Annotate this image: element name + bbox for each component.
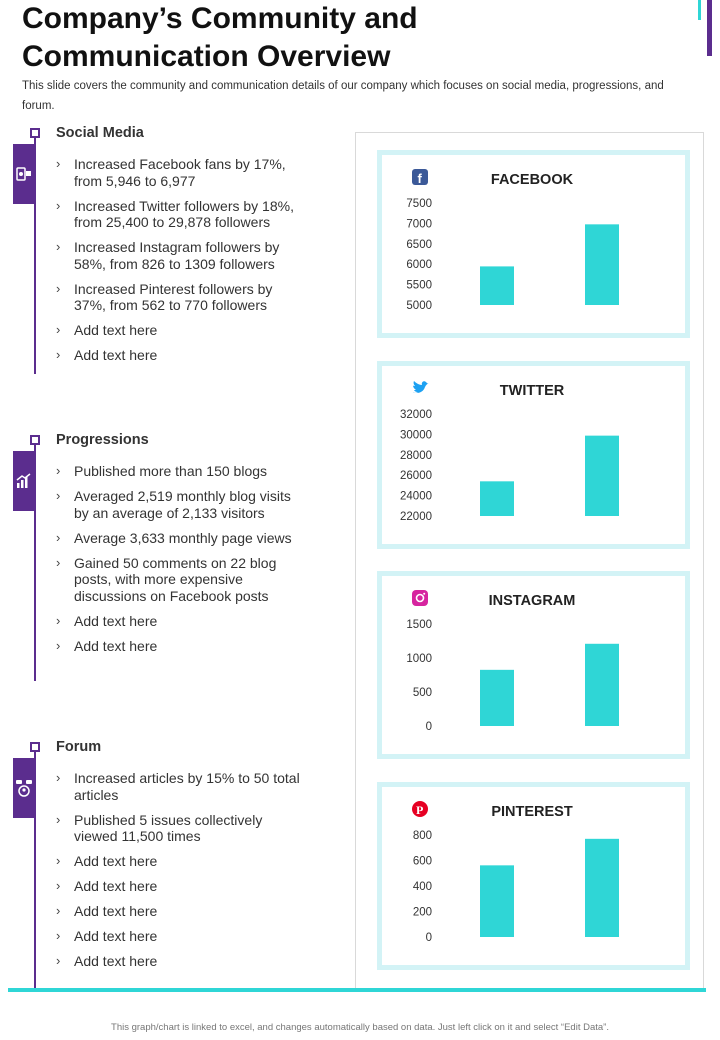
bar-after [585, 839, 619, 937]
y-tick-label: 1000 [406, 653, 432, 665]
list-item: › Average 3,633 monthly page views [56, 529, 292, 546]
chevron-right-icon: › [56, 878, 61, 893]
instagram-chart [382, 576, 685, 754]
facebook-chart [382, 155, 685, 333]
y-tick-label: 30000 [400, 429, 432, 442]
chart-title: TWITTER [499, 383, 565, 399]
list-item: › Published more than 150 blogs [56, 463, 268, 479]
bar-before [480, 266, 514, 305]
corner-accent-purple [707, 0, 712, 56]
y-tick-label: 32000 [400, 409, 432, 421]
y-tick-label: 26000 [400, 470, 432, 483]
list-item: › Add text here [56, 347, 158, 363]
list-item: › Add text here [56, 853, 158, 869]
timeline-marker-forum [30, 742, 40, 752]
facebook-chart-card[interactable] [377, 150, 690, 338]
page-title-line-1: Company’s Community and [22, 2, 418, 35]
list-item: › Add text here [56, 878, 158, 894]
progressions-list [56, 463, 306, 663]
corner-accent-teal [698, 0, 701, 20]
svg-text:f: f [417, 171, 422, 186]
timeline-marker-social-media [30, 128, 40, 138]
list-item: › Add text here [56, 612, 158, 629]
y-tick-label: 5500 [406, 279, 432, 292]
twitter-chart-card[interactable] [377, 361, 690, 549]
chevron-right-icon: › [56, 280, 61, 296]
list-item: › Add text here [56, 903, 158, 919]
list-item: › Increased articles by 15% to 50 total articles [56, 770, 300, 803]
chevron-right-icon: › [56, 488, 61, 503]
chevron-right-icon: › [56, 637, 61, 653]
y-tick-label: 24000 [400, 490, 432, 503]
pinterest-chart [382, 787, 685, 965]
footer-note: This graph/chart is linked to excel, and changes automatically based on data. Just left click on it and select “Edit Data”. [111, 1022, 609, 1033]
chevron-right-icon: › [56, 463, 61, 478]
list-item: › Gained 50 comments on 22 blog posts, with more expensive discussions on Facebook posts [56, 554, 277, 604]
pinterest-chart-card[interactable] [377, 782, 690, 970]
bar-after [585, 644, 619, 726]
y-tick-label: 800 [412, 830, 432, 842]
y-tick-label: 500 [412, 687, 432, 699]
chevron-right-icon: › [56, 953, 61, 968]
chevron-right-icon: › [56, 347, 61, 362]
list-item: › Averaged 2,519 monthly blog visits by an average of 2,133 visitors [56, 488, 291, 521]
pinterest-icon [412, 801, 428, 817]
page-title-line-2: Communication Overview [22, 40, 391, 73]
growth-chart-icon [13, 451, 35, 511]
y-tick-label: 6000 [406, 259, 432, 272]
list-item: › Increased Facebook fans by 17%, from 5,946 to 6,977 [56, 156, 286, 189]
chevron-right-icon: › [56, 554, 61, 570]
list-item: › Add text here [56, 928, 158, 944]
chevron-right-icon: › [56, 197, 61, 213]
chevron-right-icon: › [56, 529, 61, 545]
bottom-divider [8, 988, 706, 992]
y-tick-label: 6500 [406, 238, 432, 251]
chevron-right-icon: › [56, 928, 61, 943]
y-tick-label: 0 [425, 721, 432, 733]
section-title-progressions: Progressions [56, 432, 149, 448]
list-item: › Add text here [56, 637, 158, 654]
svg-text:P: P [416, 803, 424, 817]
list-item: › Published 5 issues collectively viewed 11,500 times [56, 811, 263, 844]
section-title-forum: Forum [56, 739, 102, 755]
chevron-right-icon: › [56, 156, 61, 171]
timeline-marker-progressions [30, 435, 40, 445]
chart-title: INSTAGRAM [488, 593, 576, 609]
instagram-chart-card[interactable] [377, 571, 690, 759]
bar-before [480, 670, 514, 726]
chart-title: FACEBOOK [490, 172, 574, 188]
section-title-social-media: Social Media [56, 125, 144, 141]
y-tick-label: 7500 [406, 198, 432, 210]
y-tick-label: 22000 [400, 511, 432, 523]
list-item: › Add text here [56, 322, 158, 338]
forum-discussion-icon [13, 758, 35, 818]
y-tick-label: 28000 [400, 449, 432, 462]
page-subtitle: This slide covers the community and communication details of our company which focuses on social media, progressions, and forum. [22, 80, 664, 112]
chevron-right-icon: › [56, 770, 61, 785]
y-tick-label: 7000 [406, 218, 432, 231]
y-tick-label: 1500 [406, 619, 432, 631]
chart-title: PINTEREST [491, 804, 573, 820]
y-tick-label: 5000 [406, 300, 432, 312]
chevron-right-icon: › [56, 239, 61, 254]
chevron-right-icon: › [56, 853, 61, 868]
social-media-list [56, 156, 306, 372]
page-title [22, 0, 582, 76]
twitter-icon [413, 381, 429, 393]
list-item: › Increased Twitter followers by 18%, from 25,400 to 29,878 followers [56, 197, 294, 230]
list-item: › Add text here [56, 953, 158, 969]
chevron-right-icon: › [56, 322, 61, 337]
list-item: › Increased Pinterest followers by 37%, from 562 to 770 followers [56, 280, 273, 313]
bar-after [585, 436, 619, 516]
instagram-icon [412, 590, 428, 606]
y-tick-label: 0 [425, 932, 432, 944]
forum-list [56, 770, 306, 978]
facebook-icon [412, 169, 428, 186]
chevron-right-icon: › [56, 903, 61, 918]
y-tick-label: 400 [412, 881, 432, 893]
y-tick-label: 200 [412, 906, 432, 919]
chevron-right-icon: › [56, 612, 61, 628]
list-item: › Increased Instagram followers by 58%, from 826 to 1309 followers [56, 239, 280, 272]
social-media-icon [13, 144, 35, 204]
bar-before [480, 481, 514, 516]
chevron-right-icon: › [56, 811, 61, 827]
y-tick-label: 600 [412, 855, 432, 868]
twitter-chart [382, 366, 685, 544]
bar-before [480, 865, 514, 937]
bar-after [585, 224, 619, 305]
